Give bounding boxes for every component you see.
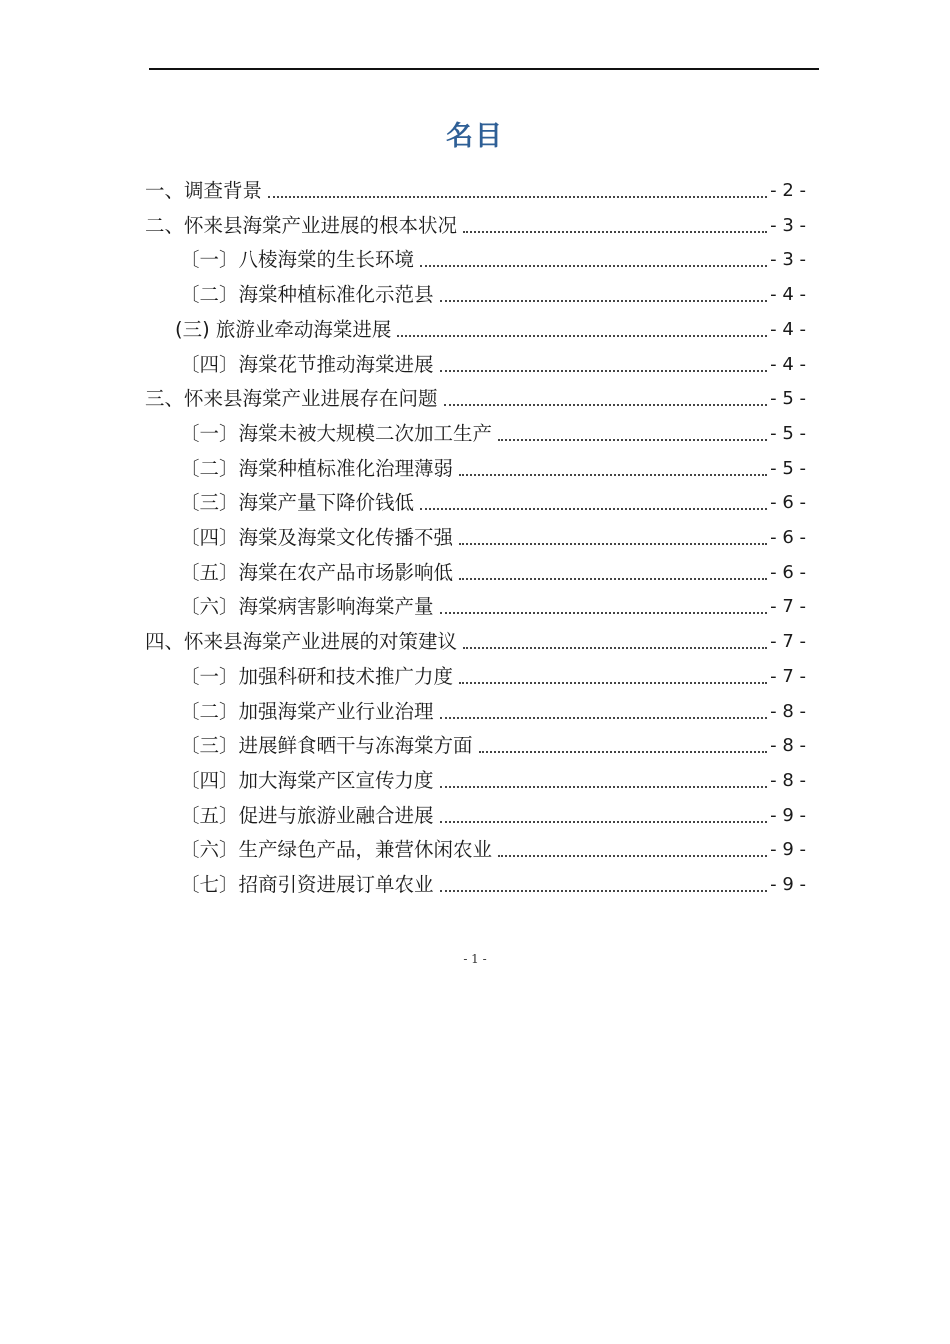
toc-page-number: - 9 - [770,874,806,895]
toc-entry[interactable] [180,280,806,310]
toc-page-number: - 7 - [770,596,806,618]
toc-entry-text: 四、怀来县海棠产业进展的对策建议 [145,630,458,654]
toc-page-number: - 5 - [770,388,806,410]
dot-leader [440,786,768,788]
dot-leader [440,717,768,719]
toc-entry[interactable] [180,801,806,831]
dot-leader [440,300,768,302]
dot-leader [420,508,767,510]
toc-entry[interactable] [180,766,806,796]
toc-entry-text: 一、调查背景 [145,179,263,202]
dot-leader [440,370,768,372]
toc-entry-text: (三) 旅游业牵动海棠进展 [175,317,392,341]
toc-entry-text: 二、怀来县海棠产业进展的根本状况 [145,213,458,237]
toc-entry[interactable] [180,662,806,692]
page-footer: - 1 - [463,952,487,966]
toc-entry-text: 〔四〕加大海棠产区宣传力度 [180,768,434,792]
toc-entry[interactable] [180,835,806,865]
dot-leader [479,751,768,753]
dot-leader [444,404,768,406]
toc-entry[interactable] [180,245,806,275]
toc-page-number: - 5 - [770,457,806,479]
toc-page-number: - 8 - [770,700,806,722]
dot-leader [459,474,767,476]
toc-page-number: - 6 - [770,492,806,514]
dot-leader [440,612,768,614]
toc-page-number: - 9 - [770,839,806,861]
dot-leader [463,647,767,649]
toc-entry[interactable] [180,454,806,484]
toc-entry-text: 〔一〕加强科研和技术推广力度 [180,664,454,688]
toc-entry[interactable] [145,627,806,657]
header-rule [149,68,819,70]
toc-entry-text: 〔六〕生产绿色产品，兼营休闲农业 [180,838,493,862]
dot-leader [440,890,768,892]
dot-leader [459,578,767,580]
toc-entry-text: 〔四〕海棠花节推动海棠进展 [180,352,434,376]
toc-page-number: - 5 - [770,422,806,444]
toc-page-number: - 7 - [770,665,806,687]
toc-page-number: - 8 - [770,735,806,757]
toc-entry-text: 〔一〕八棱海棠的生长环境 [180,248,415,272]
toc-entry-text: 〔二〕加强海棠产业行业治理 [180,699,434,723]
toc-page-number: - 9 - [770,804,806,826]
dot-leader [498,439,767,441]
toc-entry-text: 〔四〕海棠及海棠文化传播不强 [180,526,454,549]
toc-entry[interactable] [180,350,806,380]
toc-entry[interactable] [180,488,806,518]
toc-entry-text: 〔一〕海棠未被大规模二次加工生产 [180,421,493,445]
dot-leader [463,231,767,233]
toc-entry-text: 〔六〕海棠病害影响海棠产量 [180,595,434,619]
toc-entry[interactable] [180,419,806,449]
dot-leader [459,682,767,684]
toc-entry[interactable] [145,211,806,241]
dot-leader [440,821,768,823]
toc-entry-text: 〔二〕海棠种植标准化治理薄弱 [180,456,454,480]
toc-entry[interactable] [175,315,806,345]
dot-leader [498,855,767,857]
toc-page-number: - 7 - [770,631,806,653]
toc-entry-text: 三、怀来县海棠产业进展存在问题 [145,387,438,411]
toc-page-number: - 8 - [770,769,806,791]
toc-page-number: - 4 - [770,318,806,340]
toc-entry[interactable] [180,523,806,553]
toc-entry-text: 〔三〕进展鲜食晒干与冻海棠方面 [180,734,473,758]
toc-page-number: - 4 - [770,353,806,375]
toc-entry[interactable] [180,697,806,727]
toc-page-number: - 6 - [770,561,806,583]
toc-entry-text: 〔五〕海棠在农产品市场影响低 [180,560,454,584]
dot-leader [268,196,767,198]
toc-title: 名目 [446,121,504,152]
dot-leader [420,265,767,267]
toc-page-number: - 4 - [770,284,806,306]
dot-leader [397,335,767,337]
toc-entry[interactable] [180,558,806,588]
toc-entry[interactable] [180,870,806,900]
toc-entry[interactable] [180,592,806,622]
toc-entry-text: 〔二〕海棠种植标准化示范县 [180,283,434,307]
toc-page-number: - 2 - [770,180,806,201]
toc-page-number: - 6 - [770,527,806,548]
toc-entry-text: 〔三〕海棠产量下降价钱低 [180,491,415,515]
toc-page-number: - 3 - [770,249,806,271]
toc-entry[interactable] [180,731,806,761]
dot-leader [459,543,767,545]
toc-entry-text: 〔七〕招商引资进展订单农业 [180,873,434,896]
toc-entry[interactable] [145,384,806,414]
toc-page-number: - 3 - [770,214,806,236]
toc-entry[interactable] [145,176,806,206]
toc-entry-text: 〔五〕促进与旅游业融合进展 [180,803,434,827]
